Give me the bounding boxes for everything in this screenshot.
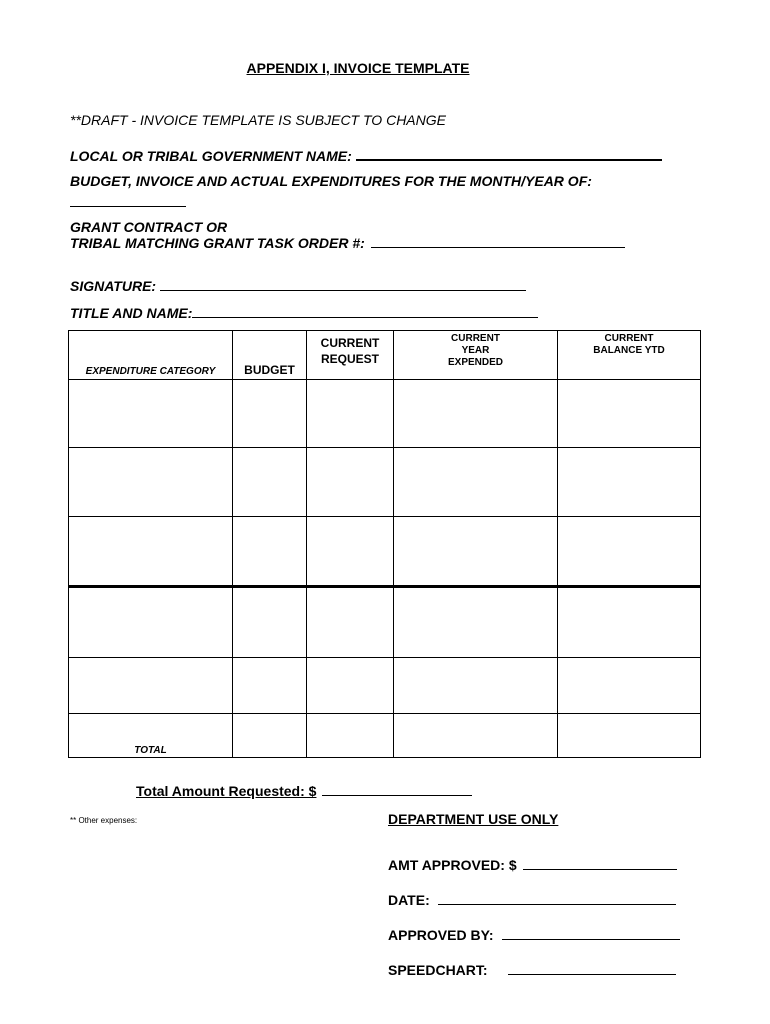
total-year-expended-cell[interactable] (394, 714, 558, 758)
table-cell[interactable] (394, 380, 558, 448)
approved-by-input-line[interactable] (502, 927, 680, 940)
table-cell[interactable] (233, 587, 307, 658)
table-cell[interactable] (558, 380, 701, 448)
speedchart-row (388, 962, 676, 978)
date-label: DATE: (388, 892, 430, 908)
table-total-row (69, 714, 701, 758)
title-name-label: TITLE AND NAME: (70, 305, 193, 321)
table-cell[interactable] (69, 517, 233, 587)
signature-row (70, 278, 526, 294)
table-cell[interactable] (307, 380, 394, 448)
header-budget: BUDGET (233, 331, 307, 380)
table-row (69, 658, 701, 714)
title-name-row (70, 305, 538, 321)
title-name-input-line[interactable] (192, 305, 538, 318)
total-budget-cell[interactable] (233, 714, 307, 758)
table-cell[interactable] (233, 658, 307, 714)
table-cell[interactable] (394, 587, 558, 658)
month-year-input-line[interactable] (70, 194, 186, 207)
table-row (69, 448, 701, 517)
signature-input-line[interactable] (160, 278, 526, 291)
table-cell[interactable] (394, 658, 558, 714)
table-row (69, 587, 701, 658)
expenditure-table (68, 330, 701, 758)
table-cell[interactable] (69, 448, 233, 517)
table-cell[interactable] (307, 658, 394, 714)
grant-contract-label-1: GRANT CONTRACT OR (70, 219, 228, 235)
grant-contract-label-2: TRIBAL MATCHING GRANT TASK ORDER #: (70, 235, 365, 251)
table-cell[interactable] (394, 517, 558, 587)
amt-approved-row (388, 857, 677, 873)
table-cell[interactable] (307, 448, 394, 517)
table-row (69, 517, 701, 587)
date-input-line[interactable] (438, 892, 676, 905)
table-cell[interactable] (558, 587, 701, 658)
header-current-balance-ytd: CURRENT BALANCE YTD (558, 331, 701, 380)
table-cell[interactable] (233, 380, 307, 448)
total-label: TOTAL (69, 714, 233, 758)
approved-by-label: APPROVED BY: (388, 927, 494, 943)
grant-contract-row (70, 235, 625, 251)
amt-approved-label: AMT APPROVED: $ (388, 857, 517, 873)
department-use-heading: DEPARTMENT USE ONLY (388, 811, 559, 827)
date-row (388, 892, 676, 908)
other-expenses-note: ** Other expenses: (70, 816, 138, 825)
table-cell[interactable] (233, 448, 307, 517)
total-balance-cell[interactable] (558, 714, 701, 758)
amt-approved-input-line[interactable] (523, 857, 677, 870)
table-cell[interactable] (69, 587, 233, 658)
table-row (69, 380, 701, 448)
table-cell[interactable] (69, 380, 233, 448)
header-current-request: CURRENT REQUEST (307, 331, 394, 380)
document-title: APPENDIX I, INVOICE TEMPLATE (246, 60, 470, 76)
table-header-row (69, 331, 701, 380)
total-requested-label: Total Amount Requested: $ (136, 783, 317, 799)
header-current-year-expended: CURRENT YEAR EXPENDED (394, 331, 558, 380)
table-cell[interactable] (558, 448, 701, 517)
speedchart-input-line[interactable] (508, 962, 676, 975)
speedchart-label: SPEEDCHART: (388, 962, 488, 978)
budget-month-label: BUDGET, INVOICE AND ACTUAL EXPENDITURES FOR THE MONTH/YEAR OF: (70, 173, 592, 189)
approved-by-row (388, 927, 680, 943)
gov-name-row (70, 147, 662, 164)
table-cell[interactable] (233, 517, 307, 587)
draft-note: **DRAFT - INVOICE TEMPLATE IS SUBJECT TO CHANGE (70, 112, 446, 128)
table-cell[interactable] (69, 658, 233, 714)
total-requested-input-line[interactable] (322, 783, 472, 796)
table-cell[interactable] (558, 658, 701, 714)
total-requested-row (136, 783, 472, 799)
total-request-cell[interactable] (307, 714, 394, 758)
gov-name-input-line[interactable] (356, 147, 662, 161)
header-expenditure-category: EXPENDITURE CATEGORY (69, 331, 233, 380)
task-order-input-line[interactable] (371, 235, 625, 248)
table-cell[interactable] (307, 517, 394, 587)
table-cell[interactable] (307, 587, 394, 658)
gov-name-label: LOCAL OR TRIBAL GOVERNMENT NAME: (70, 148, 352, 164)
signature-label: SIGNATURE: (70, 278, 157, 294)
table-cell[interactable] (394, 448, 558, 517)
table-cell[interactable] (558, 517, 701, 587)
